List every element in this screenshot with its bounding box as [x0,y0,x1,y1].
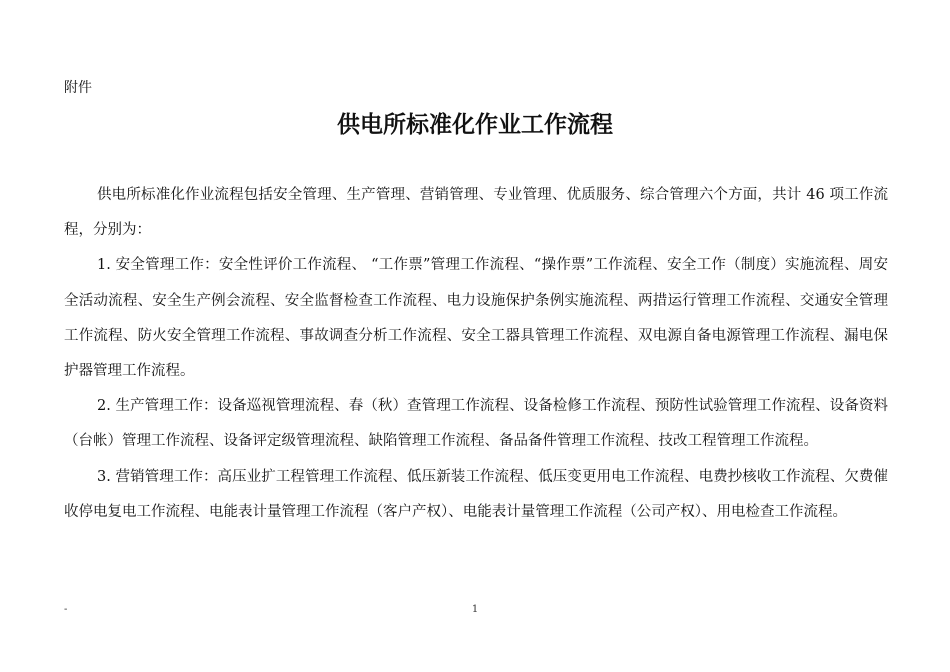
footer-mark: - [64,604,68,615]
document-body [64,178,888,530]
safety-management-paragraph: 1. 安全管理工作：安全性评价工作流程、 “工作票”管理工作流程、“操作票”工作流程、安全工作（制度）实施流程、周安全活动流程、安全生产例会流程、安全监督检查工作流程、电力设施保护条例实施流程、两措运行管理工作流程、交通安全管理工作流程、防火安全管理工作流程、事故调查分析工作流程、安全工器具管理工作流程、双电源自备电源管理工作流程、漏电保护器管理工作流程。 [64,257,888,380]
page-number: 1 [471,604,479,615]
document-title: 供电所标准化作业工作流程 [337,111,613,138]
marketing-management-paragraph: 3. 营销管理工作：高压业扩工程管理工作流程、低压新装工作流程、低压变更用电工作流程、电费抄核收工作流程、欠费催收停电复电工作流程、电能表计量管理工作流程（客户产权）、电能表计量管理工作流程（公司产权）、用电检查工作流程。 [64,468,888,520]
production-management-paragraph: 2. 生产管理工作：设备巡视管理流程、春（秋）查管理工作流程、设备检修工作流程、预防性试验管理工作流程、设备资料（台帐）管理工作流程、设备评定级管理流程、缺陷管理工作流程、备品备件管理工作流程、技改工程管理工作流程。 [64,398,888,450]
intro-paragraph: 供电所标准化作业流程包括安全管理、生产管理、营销管理、专业管理、优质服务、综合管理六个方面，共计 46 项工作流程，分别为： [64,187,888,239]
page-footer [0,603,950,619]
attachment-label: 附件 [64,80,92,96]
